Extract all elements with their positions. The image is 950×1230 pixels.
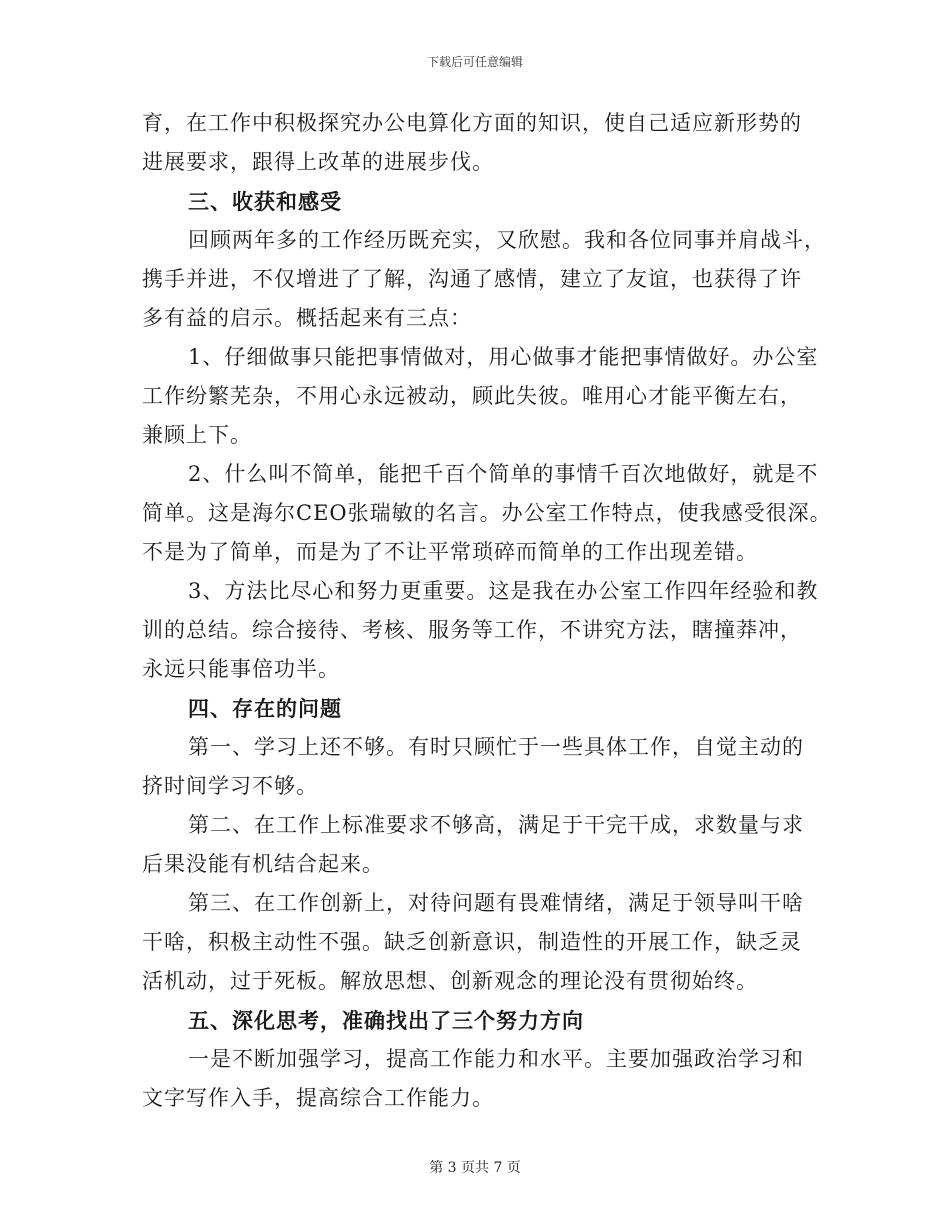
paragraph-first-line: 第三、在工作创新上，对待问题有畏难情绪，满足于领导叫干啥 <box>188 891 804 915</box>
page-header-note: 下载后可任意编辑 <box>426 55 523 69</box>
paragraph-line: 进展要求，跟得上改革的进展步伐。 <box>142 150 494 174</box>
paragraph-line: 工作纷繁芜杂，不用心永远被动，顾此失彼。唯用心才能平衡左右， <box>142 384 802 408</box>
paragraph-line: 携手并进，不仅增进了了解，沟通了感情，建立了友谊，也获得了许 <box>142 267 802 291</box>
paragraph-first-line: 2、什么叫不简单，能把千百个简单的事情千百次地做好，就是不 <box>188 462 819 486</box>
paragraph-line: 干啥，积极主动性不强。缺乏创新意识，制造性的开展工作，缺乏灵 <box>142 930 802 954</box>
document-body <box>142 104 832 1118</box>
paragraph-line: 不是为了简单，而是为了不让平常琐碎而简单的工作出现差错。 <box>142 540 758 564</box>
paragraph-line: 活机动，过于死板。解放思想、创新观念的理论没有贯彻始终。 <box>142 969 758 993</box>
paragraph-line: 多有益的启示。概括起来有三点： <box>142 306 472 330</box>
section-heading: 四、存在的问题 <box>188 696 342 721</box>
paragraph-line: 后果没能有机结合起来。 <box>142 852 384 876</box>
paragraph-first-line: 第二、在工作上标准要求不够高，满足于干完干成，求数量与求 <box>188 813 804 837</box>
section-heading: 五、深化思考，准确找出了三个努力方向 <box>188 1008 584 1033</box>
paragraph-first-line: 回顾两年多的工作经历既充实，又欣慰。我和各位同事并肩战斗， <box>188 228 826 252</box>
page-number: 第 3 页共 7 页 <box>429 1160 521 1176</box>
paragraph-line: 兼顾上下。 <box>142 423 252 447</box>
paragraph-first-line: 第一、学习上还不够。有时只顾忙于一些具体工作，自觉主动的 <box>188 735 804 759</box>
paragraph-line: 训的总结。综合接待、考核、服务等工作，不讲究方法，瞎撞莽冲， <box>142 618 802 642</box>
paragraph-line: 挤时间学习不够。 <box>142 774 318 798</box>
paragraph-first-line: 一是不断加强学习，提高工作能力和水平。主要加强政治学习和 <box>188 1047 804 1071</box>
paragraph-line: 简单。这是海尔CEO张瑞敏的名言。办公室工作特点，使我感受很深。 <box>142 501 832 525</box>
paragraph-line: 育，在工作中积极探究办公电算化方面的知识，使自己适应新形势的 <box>142 111 802 135</box>
paragraph-line: 永远只能事倍功半。 <box>142 657 340 681</box>
section-heading: 三、收获和感受 <box>188 189 342 214</box>
paragraph-first-line: 3、方法比尽心和努力更重要。这是我在办公室工作四年经验和教 <box>188 579 819 603</box>
paragraph-line: 文字写作入手，提高综合工作能力。 <box>142 1086 494 1110</box>
paragraph-first-line: 1、仔细做事只能把事情做对，用心做事才能把事情做好。办公室 <box>188 345 819 369</box>
